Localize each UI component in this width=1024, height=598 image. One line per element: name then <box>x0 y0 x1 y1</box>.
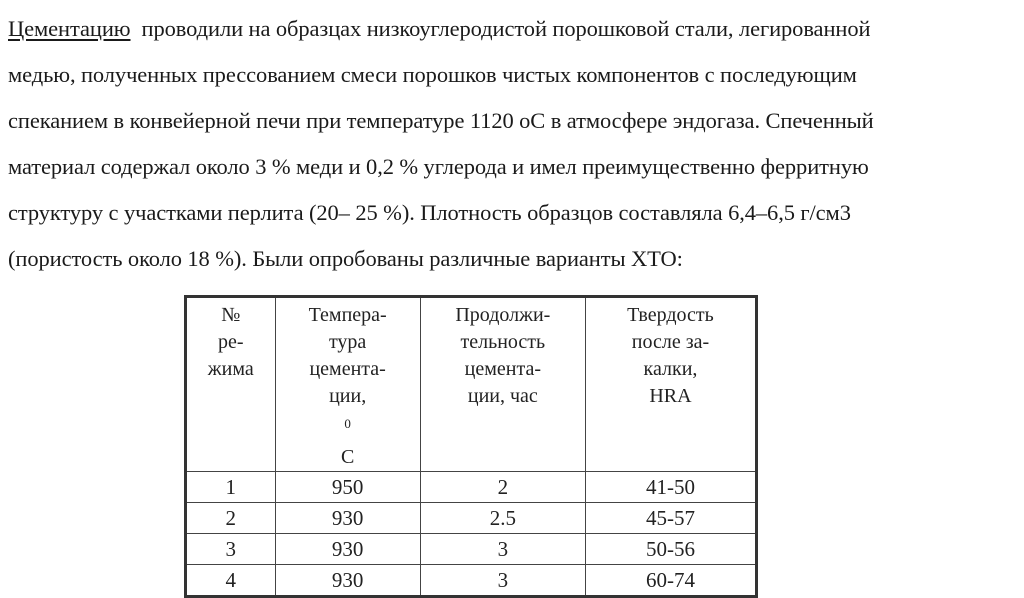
degree-sup: 0 <box>344 416 351 431</box>
paragraph-line-1 <box>8 6 1018 52</box>
cell-mode: 1 <box>186 471 276 502</box>
table-row <box>186 502 757 533</box>
paragraph-line-4: материал содержал около 3 % меди и 0,2 % углерода и имел преимущественно ферритную <box>8 154 869 179</box>
cell-temperature: 930 <box>275 502 420 533</box>
paragraph-line-2: медью, полученных прессованием смеси порошков чистых компонентов с последующим <box>8 62 857 87</box>
intro-paragraph <box>8 6 1018 282</box>
table-row <box>186 471 757 502</box>
cell-hardness: 60-74 <box>585 564 756 596</box>
cell-duration: 2 <box>420 471 585 502</box>
header-text: после за- <box>631 331 710 353</box>
cell-temperature: 950 <box>275 471 420 502</box>
table-header-row <box>186 297 757 472</box>
cell-mode: 3 <box>186 533 276 564</box>
header-text: ции, <box>329 385 367 407</box>
cell-temperature: 930 <box>275 533 420 564</box>
treatment-modes-table <box>184 295 758 598</box>
header-text: № <box>221 304 241 326</box>
cell-mode: 2 <box>186 502 276 533</box>
paragraph-line-1-rest: проводили на образцах низкоуглеродистой порошковой стали, легированной <box>130 16 871 41</box>
carburizing-term: Цементацию <box>8 16 131 41</box>
header-text: Продолжи- <box>455 304 551 326</box>
header-text <box>276 383 420 471</box>
paragraph-line-3: спеканием в конвейерной печи при температуре 1120 оС в атмосфере эндогаза. Спеченный <box>8 108 874 133</box>
cell-hardness: 45-57 <box>585 502 756 533</box>
header-text: Твердость <box>627 304 714 326</box>
paragraph-line-6: (пористость около 18 %). Были опробованы различные варианты ХТО: <box>8 246 683 271</box>
header-text: жима <box>207 358 254 380</box>
header-text: HRA <box>649 385 692 407</box>
header-text: ции, час <box>467 385 538 407</box>
cell-hardness: 41-50 <box>585 471 756 502</box>
paragraph-line-5: структуру с участками перлита (20– 25 %). Плотность образцов составляла 6,4–6,5 г/см3 <box>8 200 851 225</box>
cell-hardness: 50-56 <box>585 533 756 564</box>
cell-duration: 3 <box>420 533 585 564</box>
table-row <box>186 564 757 596</box>
header-text: калки, <box>643 358 698 380</box>
header-text: тельность <box>460 331 546 353</box>
header-text: Темпера- <box>308 304 387 326</box>
header-temperature <box>275 297 420 472</box>
header-text: цемента- <box>464 358 542 380</box>
header-mode-number <box>186 297 276 472</box>
cell-temperature: 930 <box>275 564 420 596</box>
table-row <box>186 533 757 564</box>
header-text: цемента- <box>309 358 386 380</box>
treatment-table-container <box>184 295 758 598</box>
header-duration <box>420 297 585 472</box>
header-text: ре- <box>217 331 244 353</box>
header-text: тура <box>328 331 367 353</box>
header-hardness <box>585 297 756 472</box>
cell-duration: 3 <box>420 564 585 596</box>
header-unit: C <box>340 445 355 468</box>
cell-mode: 4 <box>186 564 276 596</box>
cell-duration: 2.5 <box>420 502 585 533</box>
